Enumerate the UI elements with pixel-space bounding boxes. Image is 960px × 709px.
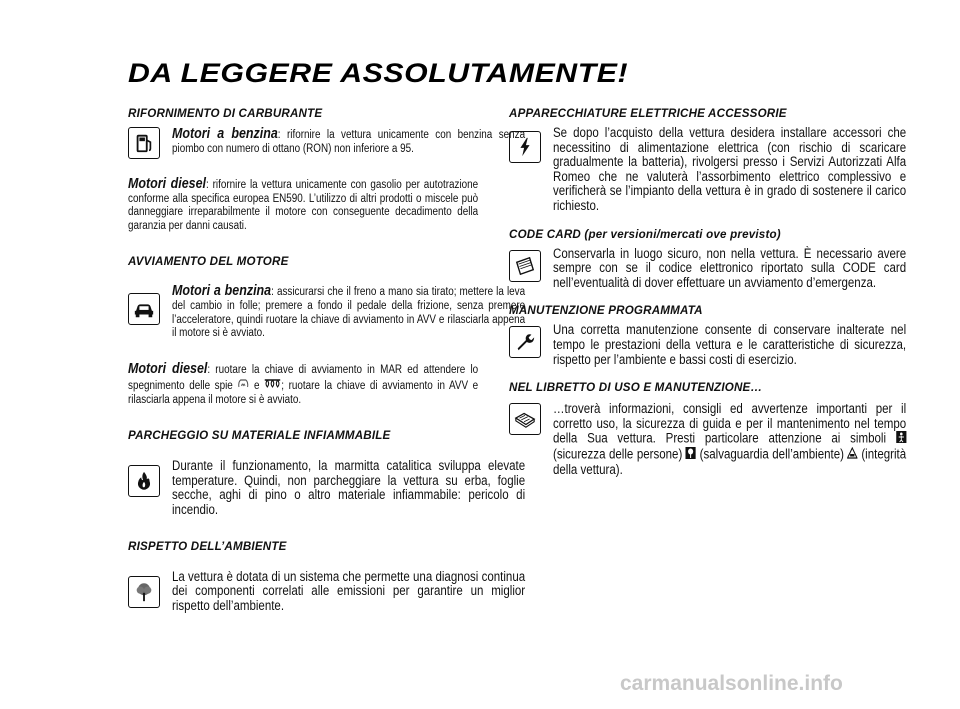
section-heading: CODE CARD (per versioni/mercati ove previsto)	[509, 227, 781, 241]
avviamento-diesel-paragraph	[128, 363, 478, 407]
diesel-paragraph	[128, 178, 478, 233]
section-manutenzione	[509, 304, 907, 367]
benzina-paragraph	[172, 128, 525, 174]
code-card-icon	[509, 250, 541, 282]
watermark: carmanualsonline.info	[620, 672, 843, 695]
right-column	[509, 107, 907, 477]
apparecchiature-text: Se dopo l’acquisto della vettura desidera installare accessori che necessitino di alimentazione elettrica (con rischio di scaricare gradualmente la batteria), rivolgersi presso i Servizi Autorizzati Alfa Romeo che ne valuterà l’assorbimento elettrico complessivo e verificherà se l’impianto della vettura è in grado di sostenere il carico richiesto.	[553, 125, 907, 213]
section-heading: RISPETTO DELL’AMBIENTE	[128, 539, 287, 553]
tree-icon	[128, 576, 160, 608]
lightning-bolt-icon	[509, 131, 541, 163]
libretto-text-c: (salvaguardia dell’ambiente)	[696, 446, 848, 462]
codecard-text: Conservarla in luogo sicuro, non nella vettura. È necessario avere sempre con se il codice elettronico riportato sulla CODE card nell’eventualità di dover effettuare un avviamento d’emergenza.	[553, 245, 907, 290]
section-apparecchiature	[509, 107, 907, 214]
libretto-text-d: (integrità della vettura).	[553, 446, 907, 477]
ambiente-text: La vettura è dotata di un sistema che permette una diagnosi continua dei componenti correlati alle emissioni per garantire un miglior rispetto dell’ambiente.	[172, 568, 526, 613]
diesel-text-b: e	[249, 379, 265, 392]
glow-plug-warning-icon	[237, 378, 249, 394]
parcheggio-text: Durante il funzionamento, la marmitta catalitica sviluppa elevate temperature. Quindi, non parcheggiare la vettura su erba, foglie secche, aghi di pino o altro materiale infiammabile: pericolo di incendio.	[172, 458, 526, 517]
section-heading: APPARECCHIATURE ELETTRICHE ACCESSORIE	[509, 107, 787, 120]
section-heading: MANUTENZIONE PROGRAMMATA	[509, 304, 703, 318]
section-heading: NEL LIBRETTO DI USO E MANUTENZIONE…	[509, 381, 763, 395]
benzina-text: : rifornire la vettura unicamente con benzina senza piombo con numero di ottano (RON) non inferiore a 95.	[172, 129, 526, 155]
person-safety-icon	[896, 431, 906, 447]
benzina-lead: Motori a benzina	[172, 283, 272, 300]
diesel-text: : rifornire la vettura unicamente con gasolio per autotrazione conforme alla specifica europea EN590. L’utilizzo di altri prodotti o miscele può danneggiare irreparabilmente il motore con conseguente decadimento della garanzia per danni causati.	[128, 179, 479, 232]
libretto-text-a: …troverà informazioni, consigli ed avvertenze importanti per il corretto uso, la sicurezza di guida e per il mantenimento nel tempo della Sua vettura. Presti particolare attenzione ai simboli	[553, 401, 907, 446]
fire-icon	[128, 465, 160, 497]
manual-book-icon	[509, 403, 541, 435]
preheat-coil-icon	[264, 378, 281, 394]
benzina-lead: Motori a benzina	[172, 126, 278, 142]
section-heading: AVVIAMENTO DEL MOTORE	[128, 255, 289, 269]
diesel-text-a: : ruotare la chiave di avviamento in MAR ed attendere lo spegnimento delle spie	[128, 364, 479, 392]
page-title: DA LEGGERE ASSOLUTAMENTE!	[128, 58, 629, 88]
diesel-text-c: ; ruotare la chiave di avviamento in AVV e rilasciarla appena il motore si è avviato.	[128, 379, 479, 406]
diesel-lead: Motori diesel	[128, 361, 208, 378]
car-icon	[128, 293, 160, 325]
section-ambiente	[128, 539, 526, 614]
avviamento-benzina-paragraph	[172, 285, 525, 357]
section-rifornimento	[128, 107, 526, 233]
section-avviamento	[128, 255, 526, 407]
libretto-text	[553, 402, 906, 477]
section-heading: RIFORNIMENTO DI CARBURANTE	[128, 107, 323, 120]
libretto-text-b: (sicurezza delle persone)	[553, 446, 686, 462]
section-parcheggio	[128, 429, 526, 517]
manutenzione-text: Una corretta manutenzione consente di conservare inalterate nel tempo le prestazioni della vettura e le caratteristiche di sicurezza, rispetto per l’ambiente e bassi costi di esercizio.	[553, 322, 907, 367]
left-column	[128, 107, 526, 613]
section-heading: PARCHEGGIO SU MATERIALE INFIAMMABILE	[128, 429, 391, 443]
diesel-lead: Motori diesel	[128, 176, 207, 192]
wrench-icon	[509, 326, 541, 358]
section-libretto	[509, 381, 907, 477]
vehicle-integrity-icon	[847, 447, 857, 463]
section-codecard	[509, 227, 907, 291]
environment-icon	[686, 447, 696, 463]
benzina-text: : assicurarsi che il freno a mano sia tirato; mettere la leva del cambio in folle; premere a fondo il pedale della frizione, senza premere l’acceleratore, quindi ruotare la chiave di avviamento in AVV e rilasciarla appena il motore si è avviato.	[172, 286, 526, 340]
fuel-pump-icon	[128, 127, 160, 159]
